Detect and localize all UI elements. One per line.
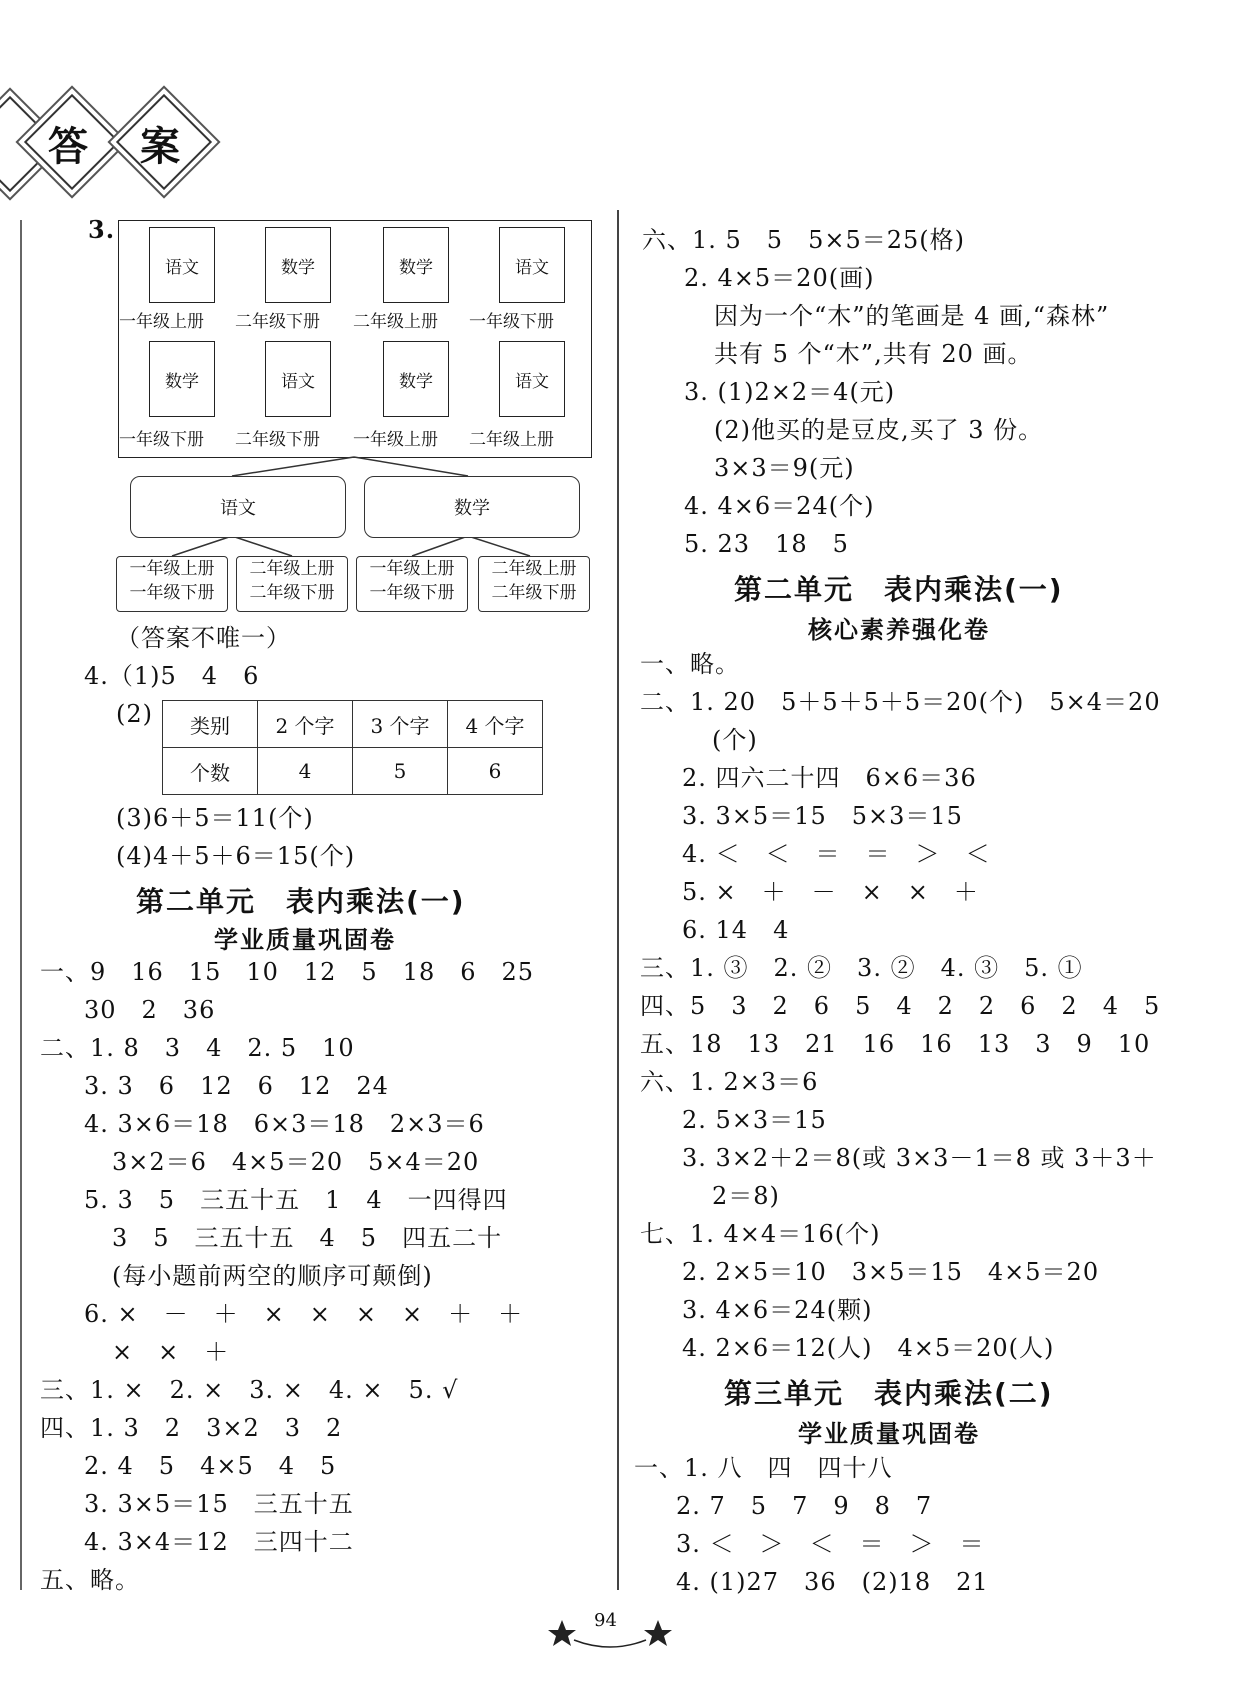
leaf-label: 一年级下册 bbox=[369, 583, 455, 603]
answer-line: 三、1. × 2. × 3. × 4. × 5. √ bbox=[40, 1376, 459, 1404]
answer-line: 3. 4×6＝24(颗) bbox=[682, 1296, 873, 1324]
answer-line: 5. 3 5 三五十五 1 4 一四得四 bbox=[84, 1186, 508, 1214]
table-row bbox=[163, 748, 543, 795]
answer-line: 六、1. 2×3＝6 bbox=[640, 1068, 819, 1096]
book-label: 一年级下册 bbox=[119, 430, 204, 450]
unit-title-left: 第二单元 表内乘法(一) bbox=[136, 885, 466, 918]
book-label: 二年级上册 bbox=[353, 312, 438, 332]
answer-line: 二、1. 8 3 4 2. 5 10 bbox=[40, 1034, 355, 1062]
answer-line: 4. ＜ ＜ ＝ ＝ ＞ ＜ bbox=[682, 840, 991, 868]
table-cell: 5 bbox=[353, 748, 448, 795]
connector-line bbox=[412, 536, 468, 556]
swoosh-line bbox=[574, 1640, 646, 1647]
answer-line: 一、略。 bbox=[640, 650, 740, 678]
answer-line: 3×3＝9(元) bbox=[714, 454, 855, 482]
answer-line: 2. 7 5 7 9 8 7 bbox=[676, 1492, 933, 1520]
answer-line: 2. 4 5 4×5 4 5 bbox=[84, 1452, 337, 1480]
answer-line: 三、1. ③ 2. ② 3. ② 4. ③ 5. ① bbox=[640, 954, 1083, 982]
star-icon bbox=[644, 1620, 672, 1646]
q3-number: 3. bbox=[88, 215, 116, 244]
connector-line bbox=[468, 536, 530, 556]
answer-line: 一、9 16 15 10 12 5 18 6 25 bbox=[40, 958, 535, 986]
leaf-label: 一年级上册 bbox=[369, 559, 455, 579]
book-label: 二年级下册 bbox=[235, 312, 320, 332]
book-label: 一年级上册 bbox=[119, 312, 204, 332]
book-subject: 数学 bbox=[399, 257, 433, 278]
category-table bbox=[162, 700, 543, 795]
page-number: 94 bbox=[594, 1610, 617, 1631]
answer-line: 3. ＜ ＞ ＜ ＝ ＞ ＝ bbox=[676, 1530, 985, 1558]
leaf-box-1 bbox=[116, 556, 228, 612]
group-label: 数学 bbox=[454, 498, 490, 519]
answer-line: 4. 3×4＝12 三四十二 bbox=[84, 1528, 354, 1556]
connector-line bbox=[172, 536, 232, 556]
answer-line: 3. (1)2×2＝4(元) bbox=[684, 378, 896, 406]
header-char-case: 案 bbox=[140, 123, 180, 170]
leaf-label: 二年级上册 bbox=[249, 559, 335, 579]
answer-line: 2. 4×5＝20(画) bbox=[684, 264, 875, 292]
connector-line bbox=[232, 457, 354, 476]
unit2-title-right: 第二单元 表内乘法(一) bbox=[734, 573, 1064, 606]
leaf-box-3 bbox=[356, 556, 468, 612]
answer-line: 3. 3×2＋2＝8(或 3×3－1＝8 或 3＋3＋ bbox=[682, 1144, 1157, 1172]
answer-line: 4. (1)27 36 (2)18 21 bbox=[676, 1568, 989, 1596]
answer-line: 六、1. 5 5 5×5＝25(格) bbox=[642, 226, 965, 254]
table-cell: 个数 bbox=[163, 748, 258, 795]
table-cell: 2 个字 bbox=[258, 701, 353, 748]
answer-line: 2＝8) bbox=[712, 1182, 780, 1210]
answer-line: 4. 3×6＝18 6×3＝18 2×3＝6 bbox=[84, 1110, 485, 1138]
book-subject: 语文 bbox=[281, 371, 315, 392]
answer-line: 二、1. 20 5＋5＋5＋5＝20(个) 5×4＝20 bbox=[640, 688, 1161, 716]
book-subject: 语文 bbox=[515, 371, 549, 392]
answer-line: 3×2＝6 4×5＝20 5×4＝20 bbox=[112, 1148, 480, 1176]
answer-line: 5. 23 18 5 bbox=[684, 530, 849, 558]
table-cell: 6 bbox=[448, 748, 543, 795]
answer-line: 四、1. 3 2 3×2 3 2 bbox=[40, 1414, 343, 1442]
unit2-subtitle-right: 核心素养强化卷 bbox=[808, 616, 990, 644]
table-cell: 4 个字 bbox=[448, 701, 543, 748]
answer-line: 一、1. 八 四 四十八 bbox=[634, 1454, 893, 1482]
answer-line: (个) bbox=[712, 726, 758, 754]
answer-line: 因为一个“木”的笔画是 4 画,“森林” bbox=[714, 302, 1110, 330]
q4-1: 4.（1)5 4 6 bbox=[84, 662, 260, 690]
answer-line: 4. 4×6＝24(个) bbox=[684, 492, 875, 520]
table-cell: 3 个字 bbox=[353, 701, 448, 748]
leaf-label: 二年级下册 bbox=[491, 583, 577, 603]
book-subject: 语文 bbox=[165, 257, 199, 278]
answer-line: 五、略。 bbox=[40, 1566, 140, 1594]
leaf-box-2 bbox=[236, 556, 348, 612]
answer-line: 6. 14 4 bbox=[682, 916, 790, 944]
q4-2-label: (2) bbox=[116, 700, 153, 728]
book-subject: 数学 bbox=[165, 371, 199, 392]
header-char-answer: 答 bbox=[48, 123, 88, 170]
connector-line bbox=[354, 457, 468, 476]
answer-line: 3. 3×5＝15 5×3＝15 bbox=[682, 802, 963, 830]
answer-line: 30 2 36 bbox=[84, 996, 216, 1024]
table-cell: 4 bbox=[258, 748, 353, 795]
group-box-math bbox=[364, 476, 580, 538]
answer-line: 共有 5 个“木”,共有 20 画。 bbox=[714, 340, 1033, 368]
answer-line: 五、18 13 21 16 16 13 3 9 10 bbox=[640, 1030, 1151, 1058]
unit-subtitle-left: 学业质量巩固卷 bbox=[214, 926, 396, 954]
answer-line: 5. × ＋ － × × ＋ bbox=[682, 878, 979, 906]
book-label: 二年级上册 bbox=[469, 430, 554, 450]
answer-line: 3. 3 6 12 6 12 24 bbox=[84, 1072, 389, 1100]
leaf-label: 二年级上册 bbox=[491, 559, 577, 579]
answer-line: 2. 2×5＝10 3×5＝15 4×5＝20 bbox=[682, 1258, 1100, 1286]
book-label: 一年级下册 bbox=[469, 312, 554, 332]
table-cell: 类别 bbox=[163, 701, 258, 748]
answer-line: 3. 3×5＝15 三五十五 bbox=[84, 1490, 354, 1518]
answer-line: 4. 2×6＝12(人) 4×5＝20(人) bbox=[682, 1334, 1055, 1362]
leaf-box-4 bbox=[478, 556, 590, 612]
group-box-chinese bbox=[130, 476, 346, 538]
book-subject: 数学 bbox=[399, 371, 433, 392]
answer-line: 2. 5×3＝15 bbox=[682, 1106, 827, 1134]
book-subject: 数学 bbox=[281, 257, 315, 278]
q4-4: (4)4＋5＋6＝15(个) bbox=[116, 842, 356, 870]
leaf-label: 二年级下册 bbox=[249, 583, 335, 603]
answer-line: 四、5 3 2 6 5 4 2 2 6 2 4 5 bbox=[640, 992, 1161, 1020]
answer-line: 6. × － ＋ × × × × ＋ ＋ bbox=[84, 1300, 524, 1328]
answer-line: 2. 四六二十四 6×6＝36 bbox=[682, 764, 977, 792]
q4-3: (3)6＋5＝11(个) bbox=[116, 804, 314, 832]
answer-line: 七、1. 4×4＝16(个) bbox=[640, 1220, 881, 1248]
unit3-title-right: 第三单元 表内乘法(二) bbox=[724, 1377, 1054, 1410]
answer-note: （答案不唯一） bbox=[116, 624, 291, 652]
connector-line bbox=[232, 536, 292, 556]
answer-line: (2)他买的是豆皮,买了 3 份。 bbox=[714, 416, 1044, 444]
star-icon bbox=[548, 1620, 576, 1646]
unit3-subtitle-right: 学业质量巩固卷 bbox=[798, 1420, 980, 1448]
answer-line: × × ＋ bbox=[112, 1338, 230, 1366]
book-label: 一年级上册 bbox=[353, 430, 438, 450]
answer-line: 3 5 三五十五 4 5 四五二十 bbox=[112, 1224, 503, 1252]
book-subject: 语文 bbox=[515, 257, 549, 278]
answer-line: (每小题前两空的顺序可颠倒) bbox=[112, 1262, 433, 1290]
book-label: 二年级下册 bbox=[235, 430, 320, 450]
leaf-label: 一年级下册 bbox=[129, 583, 215, 603]
group-label: 语文 bbox=[220, 498, 256, 519]
leaf-label: 一年级上册 bbox=[129, 559, 215, 579]
table-row bbox=[163, 701, 543, 748]
